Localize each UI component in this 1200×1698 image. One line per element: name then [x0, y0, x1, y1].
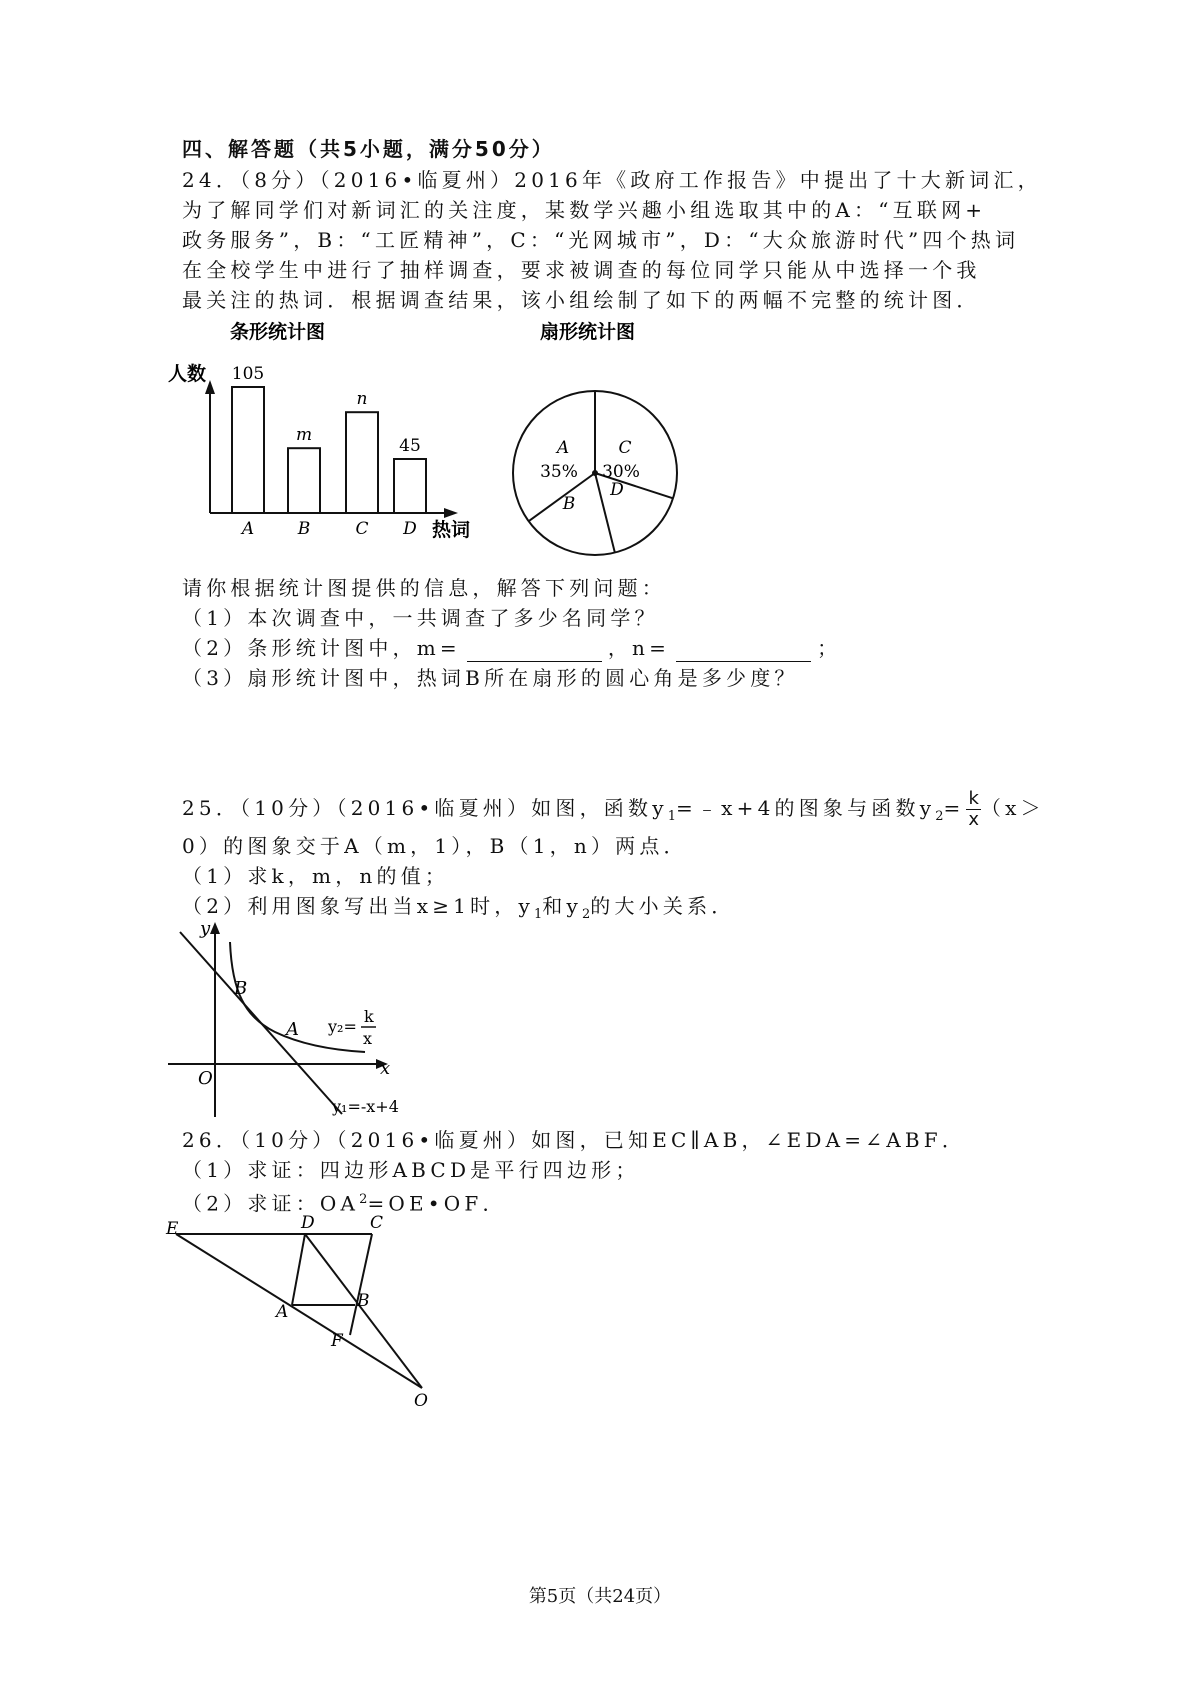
- q24-part-2-text-c: ；: [817, 636, 842, 660]
- q26-part-2-b: =OE•OF．: [367, 1191, 507, 1216]
- bar-value-label-b: m: [295, 425, 313, 446]
- graph-point-a: A: [286, 1019, 299, 1040]
- pie-chart-title: 扇形统计图: [540, 321, 636, 343]
- q25-text-c: =: [943, 796, 965, 820]
- q25-part-2-sub2: 2: [581, 907, 591, 922]
- bar-chart-ylabel: 人数: [168, 363, 207, 385]
- q24-line-5: 最关注的热词．根据调查结果，该小组绘制了如下的两幅不完整的统计图．: [182, 288, 981, 312]
- point-b-label: B: [357, 1291, 370, 1311]
- q25-part-2-a: （2）利用图象写出当x≥1时，y: [182, 894, 534, 918]
- line-label: y₁=-x+4: [332, 1097, 399, 1116]
- bar-b: [288, 448, 320, 513]
- q25-frac-den: x: [968, 809, 979, 830]
- q25-part-2-b: 和y: [542, 894, 582, 918]
- point-f-label: F: [331, 1331, 343, 1351]
- graph-point-b: B: [234, 978, 248, 999]
- curve-label-den: x: [363, 1029, 373, 1048]
- q25-frac-num: k: [968, 788, 979, 809]
- y-axis-arrow: [205, 380, 215, 394]
- graph-x-label: x: [380, 1058, 391, 1079]
- pie-chart: [500, 318, 730, 563]
- section-heading: 四、解答题（共5小题，满分50分）: [182, 137, 555, 161]
- curve-label-num: k: [364, 1007, 374, 1026]
- bar-value-label-c: n: [356, 389, 368, 410]
- curve-label: y₂=: [328, 1017, 357, 1036]
- pie-slice-percent-c: 30%: [602, 462, 640, 482]
- bar-category-label-c: C: [355, 519, 369, 539]
- point-e-label: E: [166, 1219, 179, 1239]
- function-graph: [160, 912, 420, 1122]
- pie-group: [513, 391, 677, 555]
- bar-value-label-d: 45: [399, 436, 421, 456]
- segment-eo: [176, 1234, 422, 1388]
- pie-slice-label-a: A: [556, 438, 570, 458]
- q25-text-d: （x＞: [980, 796, 1045, 820]
- bar-category-label-a: A: [241, 519, 255, 539]
- pie-slice-label-b: B: [562, 494, 576, 514]
- segment-da: [292, 1234, 305, 1305]
- point-o-label: O: [414, 1391, 428, 1411]
- graph-origin-label: O: [198, 1068, 213, 1089]
- bar-value-label-a: 105: [231, 364, 265, 384]
- q26-part-1: （1）求证：四边形ABCD是平行四边形；: [182, 1158, 640, 1182]
- geometry-figure: [160, 1210, 460, 1420]
- q25-line-2: 0）的图象交于A（m，1），B（1，n）两点．: [182, 834, 688, 858]
- graph-y-arrow: [210, 922, 220, 934]
- point-c-label: C: [370, 1213, 384, 1233]
- q25-part-1: （1）求k，m，n的值；: [182, 864, 450, 888]
- graph-y-label: y: [200, 918, 211, 939]
- bar-c: [346, 412, 378, 513]
- q26-line-1: 26．（10分）（2016•临夏州）如图，已知EC∥AB，∠EDA=∠ABF．: [182, 1128, 967, 1152]
- bar-chart-xlabel: 热词: [432, 519, 471, 541]
- q24-part-2-text-b: ，n=: [607, 636, 671, 660]
- q24-part-2: [182, 634, 841, 662]
- q25-part-2-sub1: 1: [534, 907, 543, 922]
- q25-text-b: =﹣x+4的图象与函数y: [675, 796, 936, 820]
- x-axis-arrow: [444, 508, 458, 518]
- bar-chart: [160, 318, 500, 548]
- q25-sub-1: 1: [667, 809, 676, 824]
- q24-line-4: 在全校学生中进行了抽样调查，要求被调查的每位同学只能从中选择一个我: [182, 258, 981, 282]
- point-a-label: A: [276, 1302, 289, 1322]
- q24-part-2-text-a: （2）条形统计图中，m=: [182, 636, 461, 660]
- bar-chart-title: 条形统计图: [230, 321, 326, 343]
- q26-part-2-a: （2）求证：OA: [182, 1191, 360, 1216]
- q25-part-2-c: 的大小关系．: [590, 894, 736, 918]
- point-d-label: D: [301, 1213, 315, 1233]
- segment-cf: [350, 1234, 372, 1335]
- q24-part-3: （3）扇形统计图中，热词B所在扇形的圆心角是多少度？: [182, 666, 799, 690]
- q24-line-3: 政务服务”，B：“工匠精神”，C：“光网城市”，D：“大众旅游时代”四个热词: [182, 228, 1020, 252]
- pie-slice-label-d: D: [610, 480, 624, 500]
- answer-blank-n[interactable]: [676, 641, 811, 662]
- bar-category-label-b: B: [297, 519, 311, 539]
- q24-prompt: 请你根据统计图提供的信息，解答下列问题：: [182, 576, 666, 600]
- pie-slice-label-c: C: [618, 438, 632, 458]
- q24-line-1: 24．（8分）（2016•临夏州）2016年《政府工作报告》中提出了十大新词汇，: [182, 168, 1042, 192]
- segment-do: [305, 1234, 422, 1388]
- bar-a: [232, 387, 264, 513]
- q25-fraction: [966, 789, 980, 830]
- bar-category-label-d: D: [403, 519, 417, 539]
- q24-part-1: （1）本次调查中，一共调查了多少名同学？: [182, 606, 659, 630]
- q26-part-2-sup: 2: [359, 1192, 368, 1207]
- q25-text-a: 25．（10分）（2016•临夏州）如图，函数y: [182, 796, 668, 820]
- q25-sub-2: 2: [935, 809, 944, 824]
- page-footer: 第5页（共24页）: [528, 1586, 672, 1607]
- answer-blank-m[interactable]: [467, 641, 602, 662]
- pie-slice-percent-a: 35%: [540, 462, 578, 482]
- bar-d: [394, 459, 426, 513]
- q24-line-2: 为了解同学们对新词汇的关注度，某数学兴趣小组选取其中的A：“互联网+: [182, 198, 987, 222]
